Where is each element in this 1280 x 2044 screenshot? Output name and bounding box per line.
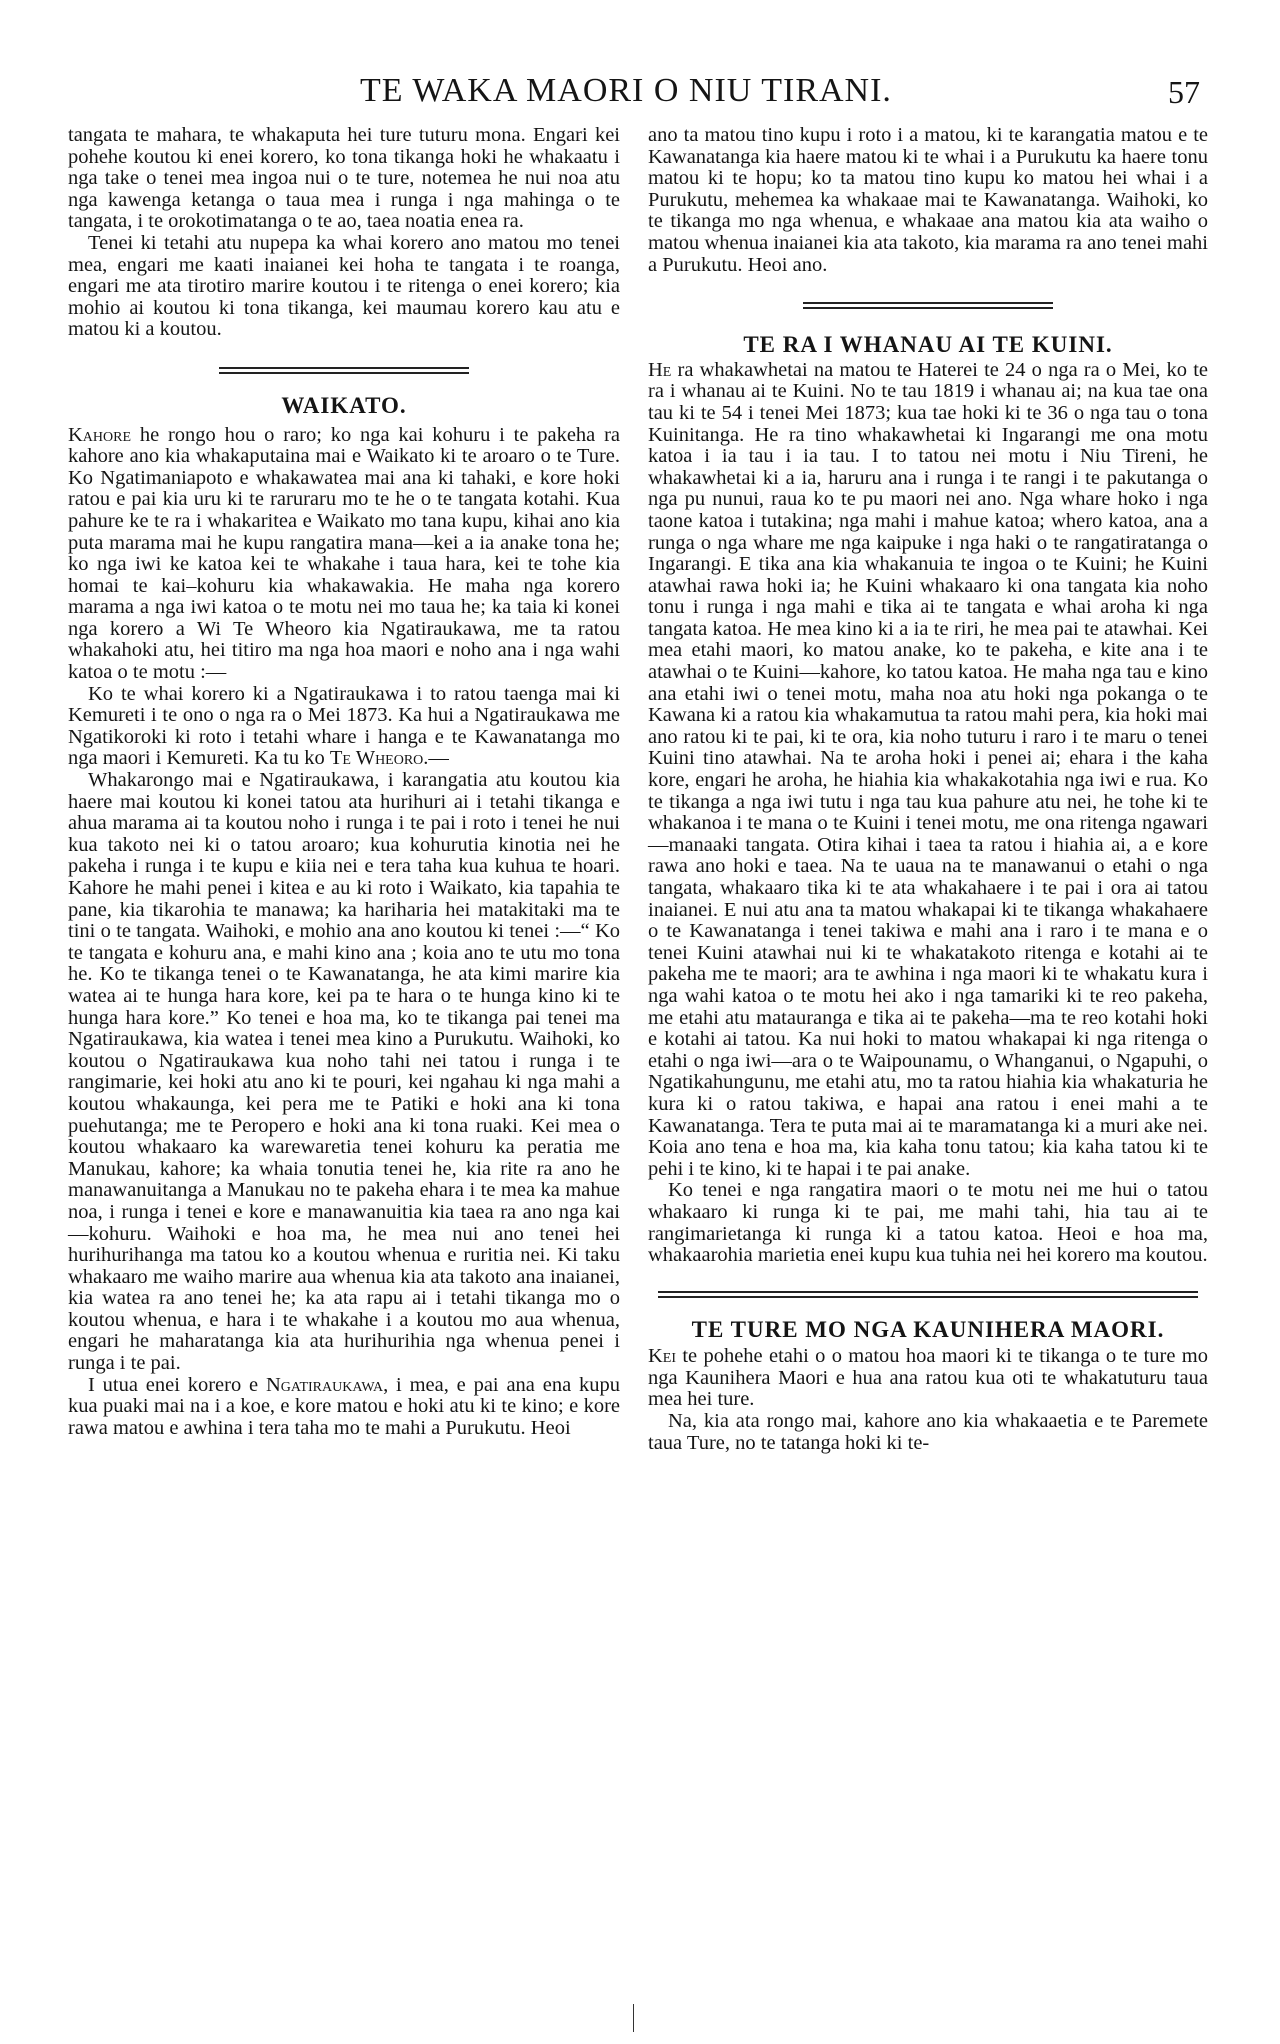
waikato-paragraph-3: Whakarongo mai e Ngatiraukawa, i karangatia atu koutou kia haere mai koutou ki konei tatou ata hurihuri ai i tetahi tikanga e ahua marama ai ta koutou noho i runga i te pai i roto i tenei he nui kua takoto nei ki o tatou aroaro; kua kohurutia kinotia nei he pakeha i runga i te kupu e kiia nei e tera taha kua kuhua te hoari. Kahore he mahi penei i kitea e au ki roto i Waikato, kia tapahia te pane, kia tikarohia te manawa; ka hariharia hei matakitaki ma te tini o te tangata. Waihoki, e mohio ana ano koutou ki tenei :—“ Ko te tangata e kohuru ana, e mahi kino ana ; koia ano te utu mo tona he. Ko te tikanga tenei o te Kawanatanga, he ata kimi marire kia watea ai te hunga hara kore, kei pa te hara o te hunga kino ki te hunga hara kore.” Ko tenei e hoa ma, ko te tikanga pai tenei ma Ngatiraukawa, kia watea i tenei mea kino a Purukutu. Waihoki, ko koutou o Ngatiraukawa kua noho tahi nei tatou i runga i te rangimarie, kei hoki atu ano ki te pouri, kei ngahau ki nga mahi a koutou whakaunga, kei pera me te Patiki e hoki ana ki tona puehutanga; me te Peropero e hoki ana ki tona ruaki. Kei mea o koutou whakaaro ka warewaretia tenei kohuru ka peratia me Manukau, kahore; ka whaia tonutia tenei he, kia rite ra ano he manawanuitanga a Manukau no te pakeha ehara i te mea ka mahue noa, i runga i tenei e kore e manawanuitia kia taea ra ano nga kai—kohuru. Waihoki e hoa ma, he mea nui ano tenei hei hurihurihanga ma tatou ko a koutou whenua e ruritia nei. Ki taku whakaaro me waiho marire aua whenua kia ata takoto ana inaianei, kia watea ra ano tenei he; ka ata rapu ai i tetahi tikanga mo o koutou whenua, e hara i te whakahe i a koutou mo aua whenua, engari he maharatanga kia ata hurihurihia nga whenua penei i runga i te pai. xyxy=(68,769,620,1375)
waikato-paragraph-4-end: , i mea, e pai ana ena kupu kua puaki mai na i a koe, e kore matou e hoki atu ki te kino; e kore rawa matou e awhina i tera taha mo te mahi a Purukutu. Heoi xyxy=(68,1373,620,1439)
ture-paragraph-1 xyxy=(648,1346,1208,1411)
section-divider xyxy=(658,1291,1198,1298)
waikato-paragraph-2-text: Ko te whai korero ki a Ngatiraukawa i to ratou taenga mai ki Kemureti i te ono o nga ra o Mei 1873. Ka hui a Ngatiraukawa me Ngatikoroki ki roto i tetahi whare i hanga e te Kawanatanga mo nga maori i Kemureti. Ka tu ko xyxy=(68,682,620,770)
waikato-heading: WAIKATO. xyxy=(281,392,407,418)
waikato-paragraph-1-text: he rongo hou o raro; ko nga kai kohuru i te pakeha ra kahore ano kia whakaputaina mai e Waikato ki te aroaro o te Ture. Ko Ngatimaniapoto e whakawatea mai ana ki tahaki, e kore hoki ratou e pai kia uru ki te raruraru mo te he o te tangata kotahi. Kua pahure ke te ra i whakaritea e Waikato mo tana kupu, kihai ano kia puta marama mai he kupu rangatira mana—kei a ia anake tona he; ko nga iwi ke katoa kei te whakahe i taua hara, kei te tohe kia homai te kai–kohuru kia whakawakia. He maha nga korero marama a nga iwi katoa o te motu nei mo taua he; ka taia ki konei nga korero a Wi Te Wheoro kia Ngatiraukawa, me ta ratou whakahoki atu, hei titiro ma nga hoa maori e noho ana i nga wahi katoa o te motu :— xyxy=(68,423,620,684)
waikato-dropcap-word: Kahore xyxy=(68,423,132,446)
tribe-name: Ngatiraukawa xyxy=(265,1373,384,1396)
waikato-paragraph-2-end: .— xyxy=(423,747,449,770)
waikato-paragraph-1 xyxy=(68,425,620,684)
right-column xyxy=(648,125,1208,1454)
kuini-paragraph-1-text: ra whakawhetai na matou te Haterei te 24 o nga ra o Mei, ko te ra i whanau ai te Kuini. No te tau 1819 i whanau ai; na kua tae ona tau ki te 54 i tenei Mei 1873; kua tae hoki ki te 36 o nga tau o tona Kuinitanga. He ra tino whakawhetai ki Ingarangi me ona motu katoa i ia tau i ia tau. I to tatou nei motu i Niu Tireni, he whakawhetai ki a ia, haruru ana i runga i te rangi i te pakutanga o nga pu nunui, raua ko te pu maori nei ano. Nga whare hoko i nga taone katoa i tutakina; nga mahi i mahue katoa; whero katoa, ana a runga o nga whare me nga kaipuke i nga haki o te rangatiratanga o Ingarangi. E tika ana kia whakanuia te ingoa o te Kuini; he Kuini atawhai rawa hoki ia; he Kuini whakaaro ki ona tangata kia noho tonu i runga i nga mahi e tika ai te tangata e whai aroha ki nga tangata katoa. He mea kino ki a ia te riri, he mea pai te atawhai. Kei mea etahi maori, ko matou anake, ko te pakeha, e kite ana i te atawhai o te Kuini—kahore, ko tatou katoa. He maha nga tau e kino ana etahi iwi o tenei motu, maha noa atu hoki nga pokanga o te Kawana ki a ratou kia whakamutua ta ratou mahi pera, kia hoki mai ano ratou ki te pai, ki te ora, kia noho tuturu i raro i te maru o tenei Kuini tino atawhai. Na te aroha hoki i penei ai; ehara i the kaha kore, engari he aroha, he hiahia kia whakakotahia nga iwi e rua. Ko te tikanga a nga iwi tutu i nga tau kua pahure atu nei, he tohe ki te whakanoa i te mana o te Kuini i tenei motu, me ona ritenga ngawari—manaaki tangata. Otira kihai i taea ta ratou i hiahia ai, a e kore rawa ano hoki e taea. Na te uaua na te manawanui o etahi o nga tangata, whakaaro tika ki te ata whakahaere i te pai i ora ai tatou inaianei. E nui atu ana ta matou whakapai ki te tikanga whakahaere o te Kawanatanga i tenei takiwa e mahi ana i raro i te mana e o tenei Kuini atawhai nui ki te whakatakoto ritenga e kotahi ai te pakeha me te maori; ara te awhina i nga maori ki te whakatu kura i nga wahi katoa o te motu hei ako i nga tamariki ki te reo pakeha, me etahi atu matauranga e tika ai te pakeha—ma te reo kotahi hoki e kotahi ai tatou. Ka nui hoki to matou whakapai ki nga ritenga o etahi o nga iwi—ara o te Waipounamu, o Whanganui, o Ngapuhi, o Ngatikahungunu, me etahi atu, mo ta ratou hiahia kia whakaturia he kura ki o ratou takiwa, e hapai ana ratou i enei mahi a te Kawanatanga. Tera te puta mai ai te maramatanga ki a muri ake nei. Koia ano tena e hoa ma, kia kaha tonu tatou; kia kaha tatou ki te pehi i te kino, ki te hapai i te pai anake. xyxy=(648,358,1208,1180)
kuini-paragraph-2: Ko tenei e nga rangatira maori o te motu nei me hui o tatou whakaaro ki runga ki te pai, me mahi tahi, hia tau ai te rangimarietanga ki runga ki a tatou katoa. Heoi e hoa ma, whakaarohia marietia enei kupu kua tuhia nei hei korero ma koutou. xyxy=(648,1179,1208,1267)
ture-dropcap-word: Kei xyxy=(648,1345,677,1368)
page-number: 57 xyxy=(1168,74,1200,110)
waikato-paragraph-4-text: I utua enei korero e xyxy=(88,1373,266,1396)
ture-paragraph-1-text: te pohehe etahi o o matou hoa maori ki te tikanga o te ture mo nga Kaunihera Maori e hua ana ratou kua oti te whakatuturu taua mea hei ture. xyxy=(648,1345,1208,1411)
kuini-paragraph-1 xyxy=(648,360,1208,1181)
newspaper-title: TE WAKA MAORI O NIU TIRANI. xyxy=(360,72,892,109)
section-divider xyxy=(803,302,1053,309)
kuini-dropcap-word: He xyxy=(648,358,672,381)
left-column xyxy=(68,125,620,1439)
speaker-name: Te Wheoro xyxy=(329,747,424,770)
ture-heading: TE TURE MO NGA KAUNIHERA MAORI. xyxy=(691,1316,1165,1342)
page-header xyxy=(0,72,1280,120)
intro-paragraph-1: tangata te mahara, te whakaputa hei ture tuturu mona. Engari kei pohehe koutou ki enei korero, ko tona tikanga hoki he whakaatu i nga take o tenei mea ingoa nui o te ture, notemea he nui noa atu nga kawenga ketanga o taua mea i runga i nga mahinga o te tangata, i te orokotimatanga o te ao, taea noatia enea ra. xyxy=(68,124,620,233)
intro-paragraph-2: Tenei ki tetahi atu nupepa ka whai korero ano matou mo tenei mea, engari me kaati inaianei kei hoha te tangata i te roanga, engari me ata tirotiro marire koutou i te ritenga o enei korero; kia mohio ai koutou ki tona tikanga, kei maumau korero kau atu e matou ki a koutou. xyxy=(68,231,620,341)
column-divider xyxy=(633,2004,634,2032)
waikato-paragraph-4 xyxy=(68,1375,620,1440)
ture-paragraph-2: Na, kia ata rongo mai, kahore ano kia whakaaetia e te Paremete taua Ture, no te tatanga hoki ki te- xyxy=(648,1410,1208,1454)
section-divider xyxy=(219,367,469,374)
waikato-paragraph-2 xyxy=(68,684,620,770)
kuini-heading: TE RA I WHANAU AI TE KUINI. xyxy=(743,332,1113,358)
continued-paragraph: ano ta matou tino kupu i roto i a matou, ki te karangatia matou e te Kawanatanga kia haere matou ki te whai i a Purukutu ka haere tonu matou ki te hopu; ko ta matou tino kupu ko matou hei whai i a Purukutu, mehemea ka whakaae mai te Kawanatanga. Waihoki, ko te tikanga mo nga whenua, e whakaae ana matou kia ata waiho o matou whenua inaianei kia ata takoto, kia marama ra ano tenei mahi a Purukutu. Heoi ano. xyxy=(648,124,1208,276)
